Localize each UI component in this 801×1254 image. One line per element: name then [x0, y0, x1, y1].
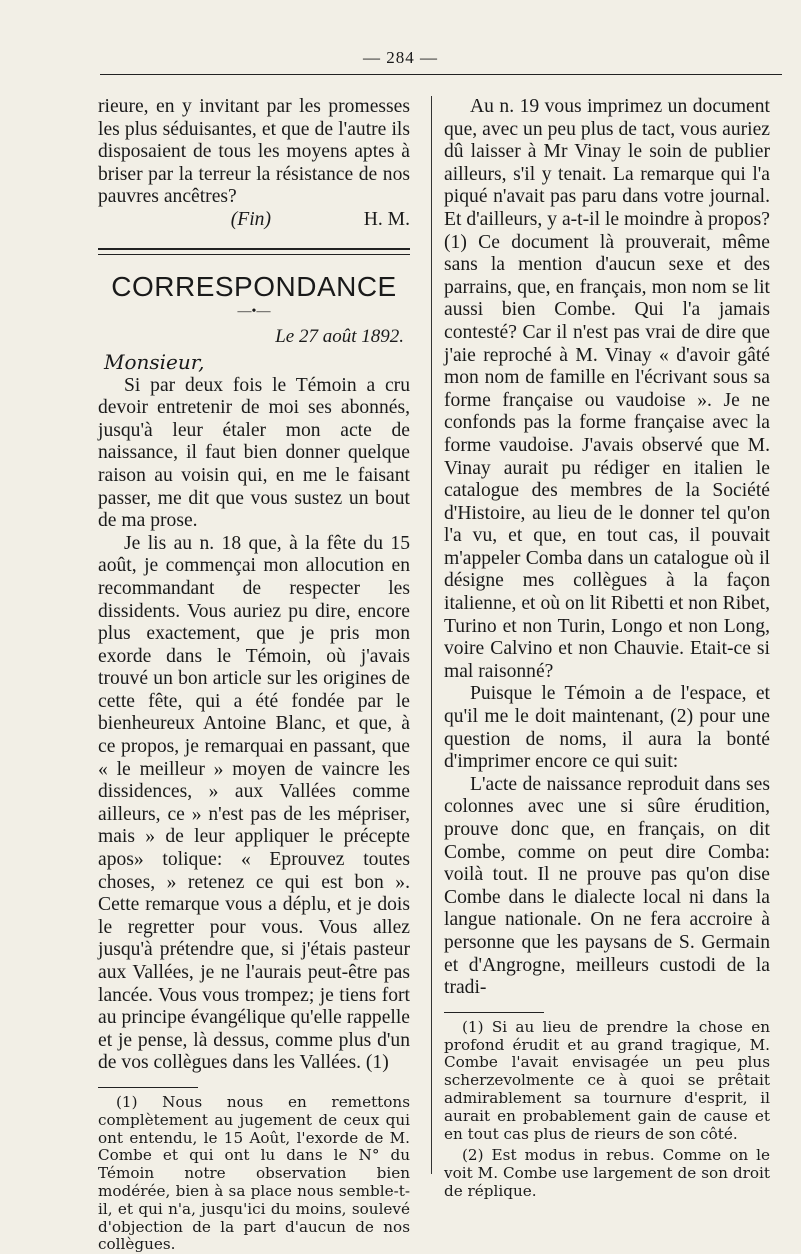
letter-paragraph-5: L'acte de naissance reproduit dans ses colonnes avec une si sûre érudition, prouve donc que, en français, on dit Combe, comme on peut dire Comba: voilà tout. Il ne prouve pas qu'on dise Combe dans le dialecte local ni dans la langue nationale. On ne fera accroire à personne que les paysans de S. Germain et d'Angrogne, meilleurs custodi de la tradi-	[444, 773, 770, 999]
end-mark: (Fin)	[230, 208, 271, 230]
closing-paragraph: rieure, en y invitant par les promesses les plus séduisantes, et que de l'autre ils disposaient de tous les moyens aptes à briser par la terreur la résistance de nos pauvres ancêtres?	[98, 96, 410, 208]
letter-paragraph-1: Si par deux fois le Témoin a cru devoir entretenir de moi ses abonnés, jusqu'à leur étaler mon acte de naissance, il faut bien donner quelque raison au voisin qui, en me le faisant passer, me dit que vous sustez un bout de ma prose.	[98, 374, 410, 532]
letter-paragraph-2: Je lis au n. 18 que, à la fête du 15 août, je commençai mon allocution en recommandant de respecter les dissidents. Vous auriez pu dire, encore plus exactement, que je pris mon exorde dans le Témoin, où j'avais trouvé un bon article sur les origines de cette fête, qui a été fondée par le bienheureux Antoine Blanc, et que, à ce propos, je remarquai en passant, que « le meilleur » moyen de vaincre les dissidences, » aux Vallées comme ailleurs, ce » n'est pas de les mépriser, mais » de leur appliquer le précepte apos» tolique: « Eprouvez toutes choses, » retenez ce qui est bon ». Cette remarque vous a déplu, et je dois le regretter pour vous. Vous allez jusqu'à prétendre que, si j'étais pasteur aux Vallées, je ne l'aurais peut-être pas lancée. Vous vous trompez; je tiens fort au principe évangélique qu'elle rappelle et je pense, là dessus, comme plus d'un de vos collègues dans les Vallées. (1)	[98, 532, 410, 1074]
right-column	[444, 96, 770, 1201]
footnote-rule	[98, 1087, 198, 1088]
footnote-right-1: (1) Si au lieu de prendre la chose en profond érudit et au grand tragique, M. Combe l'avait envisagée un peu plus scherzevolmente ce à quoi se prêtait admirablement sa tournure d'esprit, il aurait en probablement gain de cause et en tout cas plus de rieurs de son côté.	[444, 1017, 770, 1143]
footnote-left-1: (1) Nous nous en remettons complètement au jugement de ceux qui ont entendu, le 15 Août, l'exorde de M. Combe et qui ont lu dans le N° du Témoin notre observation bien modérée, bien à sa place nous semble-t-il, et qui n'a, jusqu'ici du moins, soulevé d'objection de la part d'aucun de nos collègues.	[98, 1092, 410, 1254]
left-column	[98, 96, 410, 1254]
heading-ornament: —•—	[237, 303, 271, 319]
footnote-rule	[444, 1012, 544, 1013]
letter-paragraph-4: Puisque le Témoin a de l'espace, et qu'il me le doit maintenant, (2) pour une question de noms, il aura la bonté d'imprimer encore ce qui suit:	[444, 683, 770, 773]
letter-paragraph-3: Au n. 19 vous imprimez un document que, avec un peu plus de tact, vous auriez dû laisser à Mr Vinay le soin de publier ailleurs, s'il y tenait. La remarque qui l'a piqué n'avait pas paru dans votre journal. Et d'ailleurs, y a-t-il le moindre à propos? (1) Ce document là prouverait, même sans la mention d'aucun sexe et des parrains, que, en français, mon nom se lit aussi bien Combe. Qui l'a jamais contesté? Car il n'est pas vrai de dire que j'aie reproché à M. Vinay « d'avoir gâté mon nom de famille en l'écrivant sous sa forme française ou vaudoise ». Je ne confonds pas la forme française avec la forme vaudoise. J'avais observé que M. Vinay aurait pu rédiger en italien le catalogue des membres de la Société d'Histoire, au lieu de le donner tel qu'on l'a vu, et que, en tout cas, il pouvait m'appeler Comba dans un catalogue où il désigne mes collègues à la façon italienne, et où on lit Ribetti et non Ribet, Turino et non Turin, Longo et non Long, voire Calvino et non Chauvie. Etait-ce si mal raisonné?	[444, 96, 770, 682]
letter-date: Le 27 août 1892.	[275, 325, 404, 347]
header-rule	[100, 74, 782, 75]
section-heading: CORRESPONDANCE	[111, 270, 397, 302]
signature: H. M.	[363, 208, 410, 230]
footnote-right-2: (2) Est modus in rebus. Comme on le voit M. Combe use largement de son droit de réplique.	[444, 1146, 770, 1200]
column-divider	[431, 96, 432, 1174]
salutation: Monsieur,	[104, 349, 205, 374]
page-number: — 284 —	[363, 48, 438, 67]
signature-line	[98, 209, 410, 232]
section-separator	[98, 248, 410, 255]
